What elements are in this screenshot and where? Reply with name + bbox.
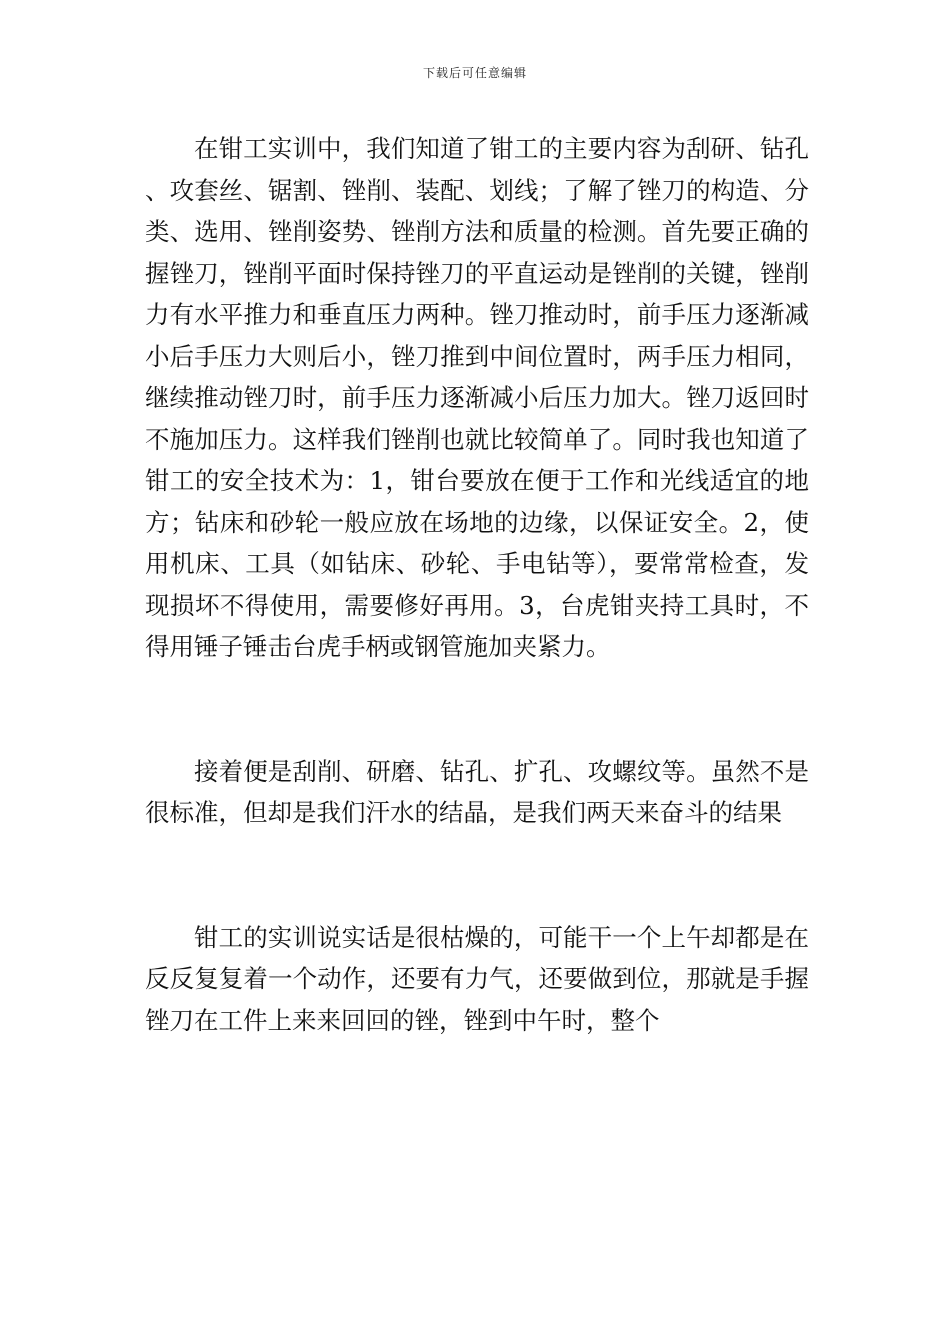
document-body (145, 128, 809, 1041)
paragraph-2: 接着便是刮削、研磨、钻孔、扩孔、攻螺纹等。虽然不是很标准，但却是我们汗水的结晶，是我们两天来奋斗的结果 (145, 756, 809, 827)
paragraph-1: 在钳工实训中，我们知道了钳工的主要内容为刮研、钻孔、攻套丝、锯割、锉削、装配、划线；了解了锉刀的构造、分类、选用、锉削姿势、锉削方法和质量的检测。首先要正确的握锉刀，锉削平面时保持锉刀的平直运动是锉削的关键，锉削力有水平推力和垂直压力两种。锉刀推动时，前手压力逐渐减小后手压力大则后小，锉刀推到中间位置时，两手压力相同，继续推动锉刀时，前手压力逐渐减小后压力加大。锉刀返回时不施加压力。这样我们锉削也就比较简单了。同时我也知道了钳工的安全技术为：1，钳台要放在便于工作和光线适宜的地方；钻床和砂轮一般应放在场地的边缘，以保证安全。2，使用机床、工具（如钻床、砂轮、手电钻等），要常常检查，发现损坏不得使用，需要修好再用。3，台虎钳夹持工具时，不得用锤子锤击台虎手柄或钢管施加夹紧力。 (145, 134, 809, 661)
paragraph-spacer (145, 668, 809, 751)
paragraph-3: 钳工的实训说实话是很枯燥的，可能干一个上午却都是在反反复复着一个动作，还要有力气，还要做到位，那就是手握锉刀在工件上来来回回的锉，锉到中午时，整个 (145, 922, 809, 1035)
page-header: 下载后可任意编辑 (422, 66, 527, 80)
paragraph-spacer (145, 834, 809, 917)
